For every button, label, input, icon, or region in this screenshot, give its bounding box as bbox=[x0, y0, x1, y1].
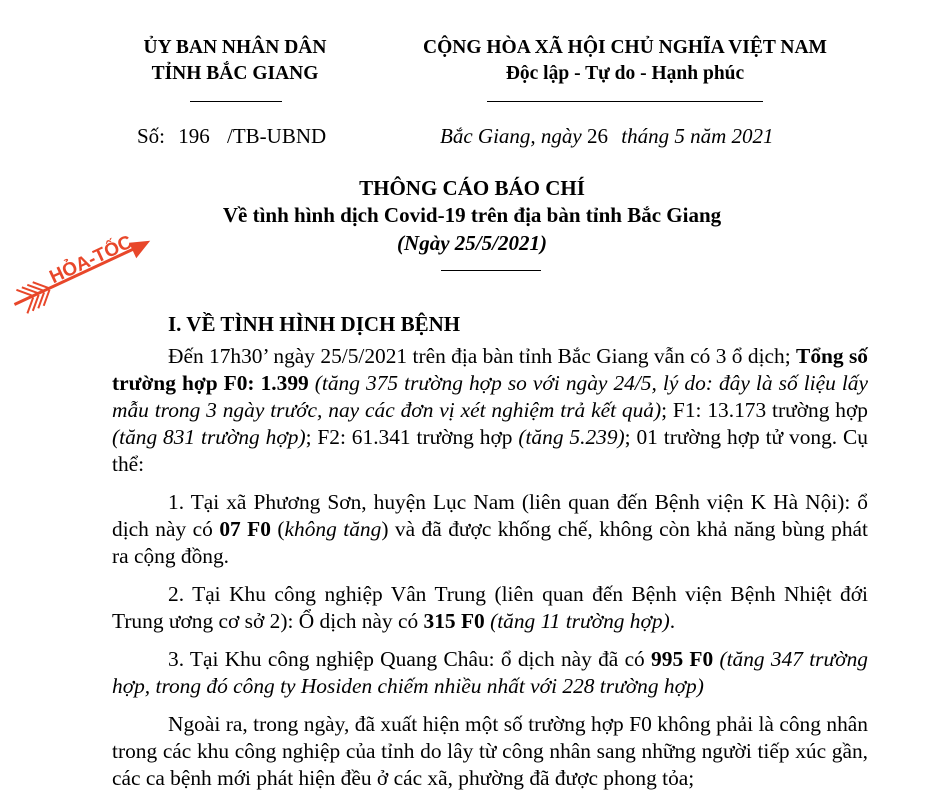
paragraph-additional bbox=[112, 711, 868, 792]
text: 1. Tại xã Phương Sơn, huyện Lục Nam (liên quan đến Bệnh viện K Hà Nội): ổ dịch này có bbox=[112, 490, 868, 541]
document-number bbox=[137, 124, 326, 149]
paragraph-outbreak-1 bbox=[112, 489, 868, 570]
text: . bbox=[669, 609, 676, 633]
text: (tăng 831 trường hợp) bbox=[112, 425, 306, 449]
svg-text:HỎA-TỐC: HỎA-TỐC bbox=[46, 231, 136, 289]
text: ; F2: 61.341 trường hợp bbox=[305, 425, 519, 449]
number-label: Số: bbox=[137, 124, 166, 148]
country-name: CỘNG HÒA XÃ HỘI CHỦ NGHĨA VIỆT NAM bbox=[423, 37, 827, 58]
date-day: 26 bbox=[586, 124, 608, 148]
number-value: 196 bbox=[178, 124, 210, 148]
issuer-block bbox=[115, 35, 355, 87]
text: ; 01 trường hợp tử vong. Cụ thể: bbox=[112, 425, 868, 476]
document-date bbox=[440, 124, 773, 149]
paragraph-outbreak-3 bbox=[112, 646, 868, 700]
text: (tăng 375 trường hợp so với ngày 24/5, lý do: đây là số liệu lấy mẫu trong 3 ngày trước, nay các đơn vị xét nghiệm trả kết quả) bbox=[112, 371, 868, 422]
paragraph-outbreak-2 bbox=[112, 581, 868, 635]
text: ( bbox=[270, 517, 285, 541]
total-f0: Tổng số trường hợp F0: 1.399 bbox=[112, 344, 869, 395]
motto: Độc lập - Tự do - Hạnh phúc bbox=[505, 63, 745, 84]
text: không tăng bbox=[284, 517, 382, 541]
motto-divider bbox=[487, 101, 763, 102]
title-divider bbox=[441, 270, 541, 271]
paragraph-summary bbox=[112, 343, 868, 478]
text: Đến 17h30’ ngày 25/5/2021 trên địa bàn tỉnh Bắc Giang vẫn có 3 ổ dịch; bbox=[168, 344, 797, 368]
section-heading: I. VỀ TÌNH HÌNH DỊCH BỆNH bbox=[168, 312, 461, 336]
f0-count: 315 F0 bbox=[423, 609, 485, 633]
f0-count: 07 F0 bbox=[219, 517, 271, 541]
date-prefix: Bắc Giang, ngày bbox=[440, 124, 582, 148]
issuer-line1: ỦY BAN NHÂN DÂN bbox=[143, 37, 327, 58]
date-suffix: tháng 5 năm 2021 bbox=[621, 124, 774, 148]
text: ) và đã được khống chế, không còn khả năng bùng phát ra cộng đồng. bbox=[112, 517, 868, 568]
text: Ngoài ra, trong ngày, đã xuất hiện một số trường hợp F0 không phải là công nhân trong các khu công nghiệp của tỉnh do lây từ công nhân sang những người tiếp xúc gần, các ca bệnh mới phát hiện đều ở các xã, phường đã được phong tỏa; bbox=[112, 712, 868, 790]
document-date-line: (Ngày 25/5/2021) bbox=[397, 231, 547, 255]
number-suffix: /TB-UBND bbox=[227, 124, 327, 148]
issuer-divider bbox=[190, 101, 282, 102]
text: 3. Tại Khu công nghiệp Quang Châu: ổ dịch này đã có bbox=[168, 647, 652, 671]
issuer-line2: TỈNH BẮC GIANG bbox=[151, 63, 319, 84]
text: (tăng 11 trường hợp) bbox=[484, 609, 670, 633]
text: (tăng 5.239) bbox=[518, 425, 625, 449]
document-title: THÔNG CÁO BÁO CHÍ bbox=[359, 176, 585, 200]
document-subtitle: Về tình hình dịch Covid-19 trên địa bàn tỉnh Bắc Giang bbox=[222, 203, 722, 227]
national-motto bbox=[375, 35, 875, 87]
f0-count: 995 F0 bbox=[651, 647, 714, 671]
text: (tăng 347 trường hợp, trong đó công ty Hosiden chiếm nhiều nhất với 228 trường hợp) bbox=[112, 647, 868, 698]
text: 2. Tại Khu công nghiệp Vân Trung (liên quan đến Bệnh viện Bệnh Nhiệt đới Trung ương cơ sở 2): Ổ dịch này có bbox=[112, 582, 868, 633]
document-body bbox=[112, 343, 868, 803]
text: ; F1: 13.173 trường hợp bbox=[661, 398, 868, 422]
